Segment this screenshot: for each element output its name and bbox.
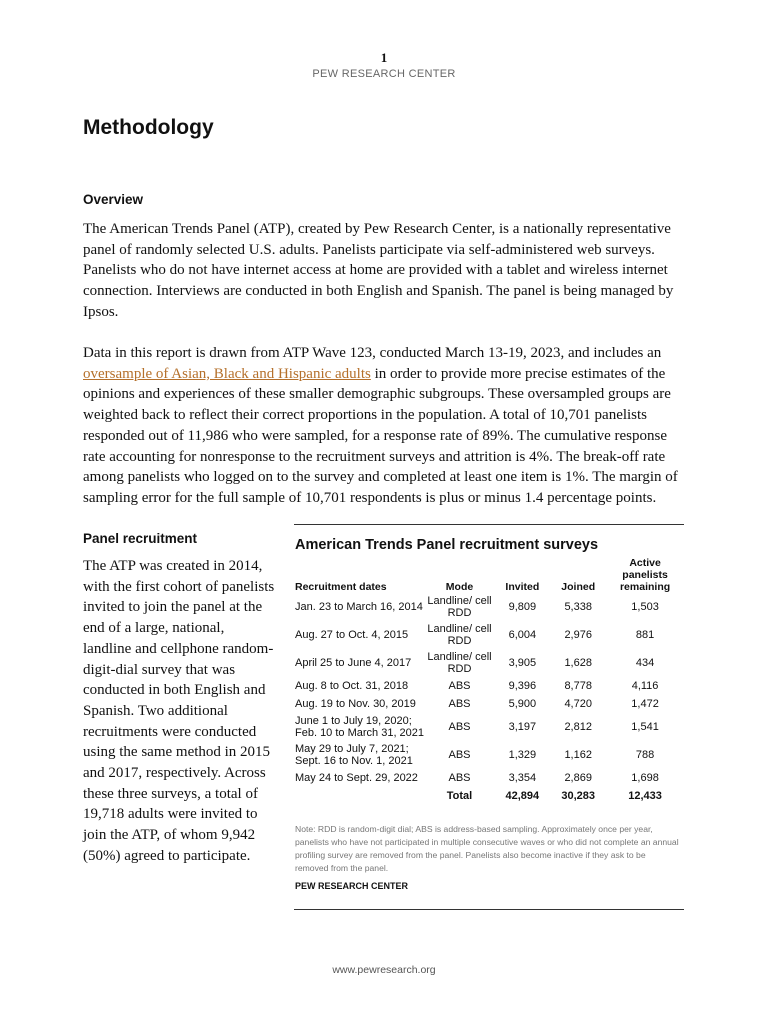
table-header-row [294, 557, 684, 593]
table-row [294, 769, 684, 787]
row-invited: 3,197 [508, 721, 537, 733]
row-mode: Landline/ cell RDD [427, 595, 492, 619]
row-invited: 9,396 [508, 680, 537, 692]
row-joined: 1,162 [564, 749, 592, 761]
row-active: 1,503 [631, 601, 659, 613]
row-invited: 3,905 [508, 657, 537, 669]
row-joined: 2,976 [564, 629, 592, 641]
footer-url[interactable]: www.pewresearch.org [332, 964, 436, 976]
row-active: 788 [635, 749, 655, 761]
row-joined: 4,720 [564, 698, 592, 710]
table-row [294, 741, 684, 769]
para2-text-before: Data in this report is drawn from ATP Wave 123, conducted March 13-19, 2023, and includes an [83, 345, 662, 361]
row-mode: ABS [448, 772, 471, 784]
row-date: Jan. 23 to March 16, 2014 [295, 601, 423, 613]
row-invited: 1,329 [508, 749, 537, 761]
row-joined: 1,628 [564, 657, 592, 669]
total-invited: 42,894 [505, 790, 540, 802]
row-active: 4,116 [631, 680, 659, 692]
row-active: 434 [635, 657, 655, 669]
row-invited: 5,900 [508, 698, 537, 710]
table-row [294, 621, 684, 649]
row-date: Aug. 19 to Nov. 30, 2019 [295, 698, 416, 710]
row-date: Aug. 8 to Oct. 31, 2018 [295, 680, 409, 692]
row-active: 1,698 [631, 772, 659, 784]
row-invited: 6,004 [508, 629, 537, 641]
table-row [294, 677, 684, 695]
row-date: May 24 to Sept. 29, 2022 [295, 772, 418, 784]
row-mode: Landline/ cell RDD [427, 651, 492, 675]
header-invited: Invited [505, 581, 540, 593]
para2-text-after: in order to provide more precise estimates of the opinions and experiences of these smaller demographic subgroups. These oversampled groups are weighted back to reflect their correct proportions in the population. A total of 10,701 panelists responded out of 11,986 who were sampled, for a response rate of 89%. The cumulative response rate accounting for nonresponse to the recruitment surveys and attrition is 4%. The break-off rate among panelists who logged on to the survey and completed at least one item is 1%. The margin of sampling error for the full sample of 10,701 respondents is plus or minus 1.4 percentage points. [83, 365, 678, 506]
table-note: Note: RDD is random-digit dial; ABS is address-based sampling. Approximately once per year, panelists who have not participated in multiple consecutive waves or who did not complete an annual profiling survey are removed from the panel. Panelists also become inactive if they ask to be removed from the panel. [295, 824, 679, 873]
row-joined: 2,812 [564, 721, 592, 733]
row-invited: 3,354 [508, 772, 537, 784]
table-row [294, 695, 684, 713]
header-mode: Mode [445, 581, 474, 593]
row-date: April 25 to June 4, 2017 [295, 657, 412, 669]
total-joined: 30,283 [561, 790, 596, 802]
row-mode: ABS [448, 749, 471, 761]
total-label: Total [446, 790, 473, 802]
total-spacer [294, 787, 425, 805]
row-joined: 2,869 [564, 772, 592, 784]
row-mode: Landline/ cell RDD [427, 623, 492, 647]
row-mode: ABS [448, 721, 471, 733]
row-joined: 8,778 [564, 680, 592, 692]
row-joined: 5,338 [564, 601, 592, 613]
row-date: May 29 to July 7, 2021; Sept. 16 to Nov. 1, 2021 [295, 743, 413, 767]
overview-heading: Overview [83, 192, 144, 207]
row-mode: ABS [448, 698, 471, 710]
panel-recruitment-heading: Panel recruitment [83, 531, 198, 546]
overview-paragraph-2 [83, 343, 688, 509]
row-active: 1,541 [631, 721, 659, 733]
org-header: PEW RESEARCH CENTER [312, 68, 456, 80]
row-date: June 1 to July 19, 2020; Feb. 10 to March 31, 2021 [295, 715, 425, 739]
table-row [294, 593, 684, 621]
header-recruitment-dates: Recruitment dates [295, 581, 387, 593]
header-joined: Joined [561, 581, 596, 593]
row-mode: ABS [448, 680, 471, 692]
table-source: PEW RESEARCH CENTER [295, 881, 409, 891]
row-date: Aug. 27 to Oct. 4, 2015 [295, 629, 409, 641]
oversample-link[interactable]: oversample of Asian, Black and Hispanic adults [83, 365, 371, 382]
table-row [294, 649, 684, 677]
page-number: 1 [380, 50, 388, 65]
overview-paragraph-1: The American Trends Panel (ATP), created by Pew Research Center, is a nationally representative panel of randomly selected U.S. adults. Panelists participate via self-administered web surveys. Panelists who do not have internet access at home are provided with a tablet and wireless internet connection. Interviews are conducted in both English and Spanish. The panel is being managed by Ipsos. [83, 221, 674, 320]
total-active: 12,433 [628, 790, 662, 802]
table-total-row [294, 787, 684, 805]
row-active: 1,472 [631, 698, 659, 710]
panel-recruitment-paragraph: The ATP was created in 2014, with the first cohort of panelists invited to join the panel at the end of a large, national, landline and cellphone random-digit-dial survey that was conducted in both English and Spanish. Two additional recruitments were conducted using the same method in 2015 and 2017, respectively. Across these three surveys, a total of 19,718 adults were invited to join the ATP, of whom 9,942 (50%) agreed to participate. [83, 558, 275, 864]
table-row [294, 713, 684, 741]
row-invited: 9,809 [508, 601, 537, 613]
table-title: American Trends Panel recruitment surveys [295, 537, 599, 553]
header-active-panelists: Active panelists remaining [619, 557, 671, 593]
recruitment-table [294, 557, 684, 805]
row-active: 881 [635, 629, 655, 641]
page-title: Methodology [83, 116, 214, 139]
